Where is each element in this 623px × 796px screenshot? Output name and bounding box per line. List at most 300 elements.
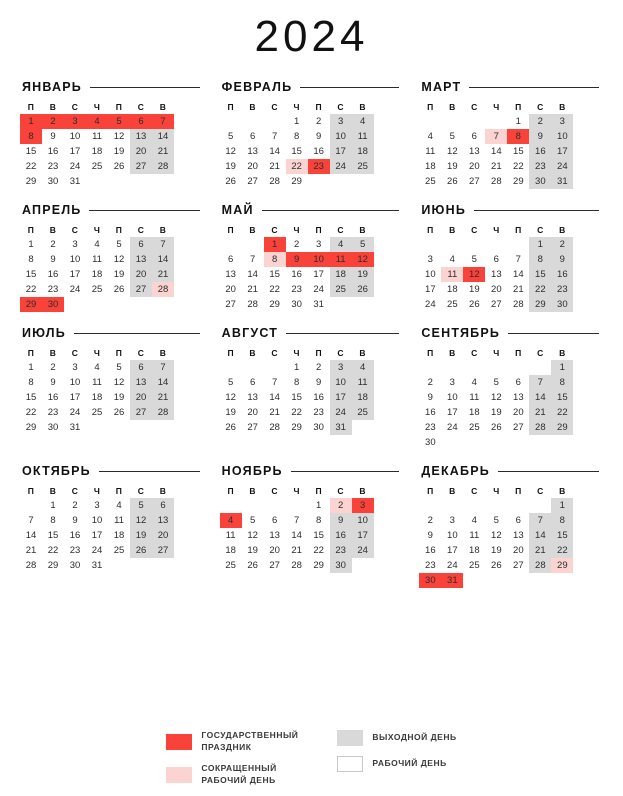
weekday-header: С	[471, 102, 478, 112]
empty-day-cell	[220, 360, 242, 375]
day-cell: 24	[69, 161, 81, 172]
month-header	[218, 326, 406, 340]
day-cell: 14	[152, 252, 174, 267]
day-cell: 31	[551, 174, 573, 189]
empty-day-cell	[441, 360, 463, 375]
weekday-header: С	[537, 102, 544, 112]
day-cell: 2	[330, 498, 352, 513]
month-block	[18, 203, 206, 312]
day-cell: 29	[551, 558, 573, 573]
day-cell: 15	[25, 392, 37, 403]
weekday-header: С	[271, 102, 278, 112]
empty-day-cell	[463, 360, 485, 375]
month-block	[417, 464, 605, 588]
week-row	[419, 129, 573, 144]
day-cell: 4	[449, 254, 455, 265]
months-grid	[18, 80, 605, 588]
day-cell: 5	[493, 377, 499, 388]
day-cell: 15	[269, 269, 280, 280]
week-row	[220, 174, 374, 189]
day-cell: 11	[114, 515, 124, 526]
day-cell: 31	[441, 573, 463, 588]
day-cell: 29	[25, 176, 37, 187]
day-cell: 27	[513, 422, 524, 433]
weekday-header: С	[537, 486, 544, 496]
month-header	[218, 203, 406, 217]
month-calendar-table	[20, 346, 174, 435]
day-cell: 16	[47, 146, 59, 157]
day-cell: 19	[469, 284, 480, 295]
day-cell: 14	[25, 530, 37, 541]
weekday-header: С	[71, 486, 79, 496]
day-cell: 16	[425, 407, 436, 418]
day-cell: 3	[449, 515, 455, 526]
month-block	[218, 203, 406, 312]
week-row	[419, 375, 573, 390]
week-row	[20, 390, 174, 405]
month-header	[18, 464, 206, 478]
week-row	[419, 297, 573, 312]
day-cell: 27	[130, 282, 152, 297]
month-block	[218, 326, 406, 450]
weekday-header: Ч	[293, 486, 300, 496]
day-cell: 23	[308, 159, 330, 174]
weekday-header: П	[115, 102, 123, 112]
day-cell: 19	[352, 267, 374, 282]
weekday-header: С	[337, 348, 344, 358]
day-cell: 14	[269, 392, 280, 403]
empty-day-cell	[220, 498, 242, 513]
day-cell: 30	[425, 437, 436, 448]
day-cell: 18	[352, 144, 374, 159]
day-cell: 18	[113, 530, 125, 541]
day-cell: 16	[291, 269, 302, 280]
day-cell: 14	[529, 390, 551, 405]
day-cell: 20	[130, 390, 152, 405]
week-row	[20, 360, 174, 375]
legend-column-left	[166, 730, 311, 786]
day-cell: 10	[425, 269, 436, 280]
day-cell: 27	[130, 405, 152, 420]
day-cell: 25	[91, 407, 103, 418]
day-cell: 7	[272, 131, 278, 142]
day-cell: 25	[91, 284, 103, 295]
day-cell: 12	[113, 254, 125, 265]
empty-day-cell	[86, 420, 108, 435]
day-cell: 10	[69, 377, 81, 388]
day-cell: 26	[225, 422, 236, 433]
day-cell: 14	[269, 146, 280, 157]
day-cell: 3	[352, 498, 374, 513]
empty-day-cell	[441, 114, 463, 129]
day-cell: 26	[352, 282, 374, 297]
month-calendar-table	[220, 100, 374, 189]
day-cell: 20	[152, 528, 174, 543]
day-cell: 4	[352, 114, 374, 129]
empty-day-cell	[463, 237, 485, 252]
day-cell: 10	[69, 131, 81, 142]
day-cell: 3	[316, 239, 322, 250]
empty-day-cell	[507, 498, 529, 513]
week-row	[20, 528, 174, 543]
week-row	[20, 558, 174, 573]
day-cell: 23	[425, 560, 436, 571]
week-row	[220, 528, 374, 543]
day-cell: 18	[330, 267, 352, 282]
weekday-header: В	[159, 102, 167, 112]
empty-day-cell	[529, 360, 551, 375]
day-cell: 1	[515, 116, 521, 127]
week-row	[419, 282, 573, 297]
month-block	[417, 80, 605, 189]
day-cell: 22	[551, 405, 573, 420]
week-row	[419, 558, 573, 573]
weekday-header: В	[359, 486, 366, 496]
day-cell: 4	[94, 362, 100, 373]
month-rule-divider	[99, 471, 200, 472]
day-cell: 8	[316, 515, 322, 526]
day-cell: 31	[69, 422, 81, 433]
empty-day-cell	[264, 114, 286, 129]
empty-day-cell	[108, 558, 130, 573]
day-cell: 29	[47, 560, 59, 571]
day-cell: 7	[28, 515, 34, 526]
empty-day-cell	[286, 498, 308, 513]
holiday-swatch-icon	[166, 734, 192, 750]
week-row	[220, 252, 374, 267]
month-name: МАЙ	[221, 203, 254, 217]
week-row	[419, 528, 573, 543]
week-row	[419, 435, 573, 450]
day-cell: 15	[551, 528, 573, 543]
month-calendar-table	[419, 346, 573, 450]
day-cell: 1	[264, 237, 286, 252]
day-cell: 14	[529, 528, 551, 543]
day-cell: 13	[152, 513, 174, 528]
day-cell: 9	[316, 131, 322, 142]
week-row	[20, 375, 174, 390]
empty-day-cell	[463, 573, 485, 588]
day-cell: 18	[91, 269, 103, 280]
day-cell: 17	[352, 528, 374, 543]
day-cell: 13	[247, 392, 258, 403]
weekday-header: П	[315, 225, 322, 235]
empty-day-cell	[463, 114, 485, 129]
week-row	[220, 375, 374, 390]
day-cell: 20	[225, 284, 236, 295]
empty-day-cell	[463, 435, 485, 450]
day-cell: 8	[507, 129, 529, 144]
day-cell: 10	[447, 530, 458, 541]
day-cell: 22	[551, 543, 573, 558]
week-row	[220, 513, 374, 528]
day-cell: 17	[447, 407, 458, 418]
day-cell: 22	[513, 161, 524, 172]
day-cell: 16	[313, 146, 324, 157]
day-cell: 20	[247, 407, 258, 418]
weekday-header: Ч	[93, 348, 101, 358]
weekday-header: Ч	[493, 348, 500, 358]
weekday-header: С	[471, 348, 478, 358]
day-cell: 31	[69, 176, 81, 187]
day-cell: 28	[25, 560, 37, 571]
day-cell: 13	[513, 530, 524, 541]
weekday-header: В	[49, 225, 57, 235]
empty-day-cell	[529, 498, 551, 513]
weekday-header: Ч	[293, 102, 300, 112]
day-cell: 10	[352, 513, 374, 528]
day-cell: 27	[247, 422, 258, 433]
day-cell: 27	[247, 176, 258, 187]
day-cell: 21	[513, 284, 524, 295]
empty-day-cell	[64, 297, 86, 312]
day-cell: 5	[228, 377, 234, 388]
day-cell: 27	[130, 159, 152, 174]
day-cell: 28	[529, 558, 551, 573]
day-cell: 16	[425, 545, 436, 556]
month-header	[218, 464, 406, 478]
empty-day-cell	[130, 420, 152, 435]
day-cell: 10	[330, 375, 352, 390]
empty-day-cell	[485, 573, 507, 588]
week-row	[220, 237, 374, 252]
weekday-header: В	[559, 102, 566, 112]
day-cell: 16	[47, 269, 59, 280]
day-cell: 18	[469, 545, 480, 556]
week-row	[20, 144, 174, 159]
weekday-header: П	[315, 102, 322, 112]
day-cell: 18	[469, 407, 480, 418]
day-cell: 18	[91, 146, 103, 157]
empty-day-cell	[108, 297, 130, 312]
day-cell: 6	[493, 254, 499, 265]
weekday-header: С	[337, 225, 344, 235]
empty-day-cell	[20, 498, 42, 513]
day-cell: 26	[469, 299, 480, 310]
weekday-header: С	[537, 348, 544, 358]
weekday-header: С	[271, 348, 278, 358]
week-row	[419, 114, 573, 129]
day-cell: 31	[313, 299, 324, 310]
day-cell: 21	[247, 284, 258, 295]
empty-day-cell	[330, 297, 352, 312]
empty-day-cell	[352, 174, 374, 189]
day-cell: 15	[551, 390, 573, 405]
day-cell: 14	[491, 146, 502, 157]
day-cell: 21	[529, 405, 551, 420]
day-cell: 19	[113, 269, 125, 280]
weekday-header: П	[427, 225, 434, 235]
day-cell: 13	[247, 146, 258, 157]
day-cell: 1	[20, 114, 42, 129]
day-cell: 21	[529, 543, 551, 558]
weekday-header: П	[427, 348, 434, 358]
day-cell: 19	[113, 146, 125, 157]
month-rule-divider	[498, 471, 599, 472]
empty-day-cell	[485, 360, 507, 375]
day-cell: 1	[551, 498, 573, 513]
month-header	[417, 203, 605, 217]
day-cell: 3	[449, 377, 455, 388]
day-cell: 22	[25, 161, 37, 172]
weekday-header: В	[359, 225, 366, 235]
day-cell: 7	[272, 377, 278, 388]
week-row	[20, 252, 174, 267]
day-cell: 21	[25, 545, 37, 556]
day-cell: 10	[551, 129, 573, 144]
day-cell: 8	[20, 129, 42, 144]
day-cell: 3	[330, 114, 352, 129]
day-cell: 10	[69, 254, 81, 265]
weekday-header: В	[159, 486, 167, 496]
weekday-header: В	[249, 102, 256, 112]
day-cell: 2	[72, 500, 78, 511]
day-cell: 24	[447, 560, 458, 571]
day-cell: 4	[427, 131, 433, 142]
month-header	[18, 326, 206, 340]
month-calendar-table	[220, 346, 374, 435]
weekday-header: П	[315, 348, 322, 358]
month-calendar-table	[220, 223, 374, 312]
day-cell: 12	[491, 530, 502, 541]
day-cell: 15	[513, 146, 524, 157]
weekday-header: В	[559, 225, 566, 235]
day-cell: 15	[291, 146, 302, 157]
day-cell: 4	[116, 500, 122, 511]
day-cell: 26	[491, 422, 502, 433]
day-cell: 4	[471, 377, 477, 388]
week-row	[419, 360, 573, 375]
week-row	[419, 252, 573, 267]
day-cell: 11	[330, 252, 352, 267]
day-cell: 26	[113, 407, 125, 418]
empty-day-cell	[441, 237, 463, 252]
weekday-header: П	[427, 486, 434, 496]
day-cell: 3	[427, 254, 433, 265]
day-cell: 29	[551, 420, 573, 435]
day-cell: 25	[469, 422, 480, 433]
day-cell: 28	[491, 176, 502, 187]
day-cell: 12	[113, 131, 125, 142]
day-cell: 17	[69, 269, 81, 280]
day-cell: 23	[291, 284, 302, 295]
month-name: АПРЕЛЬ	[22, 203, 82, 217]
day-cell: 5	[130, 498, 152, 513]
day-cell: 29	[25, 422, 37, 433]
day-cell: 9	[427, 530, 433, 541]
day-cell: 2	[316, 362, 322, 373]
month-rule-divider	[74, 333, 200, 334]
day-cell: 4	[471, 515, 477, 526]
day-cell: 13	[513, 392, 524, 403]
weekday-header: Ч	[93, 486, 101, 496]
day-cell: 7	[485, 129, 507, 144]
week-row	[220, 498, 374, 513]
day-cell: 1	[50, 500, 56, 511]
weekday-header: П	[27, 102, 35, 112]
day-cell: 11	[92, 377, 102, 388]
empty-day-cell	[441, 498, 463, 513]
day-cell: 14	[291, 530, 302, 541]
week-row	[20, 513, 174, 528]
day-cell: 9	[551, 252, 573, 267]
day-cell: 30	[42, 297, 64, 312]
day-cell: 31	[91, 560, 103, 571]
day-cell: 2	[529, 114, 551, 129]
weekday-header: В	[559, 486, 566, 496]
day-cell: 6	[152, 498, 174, 513]
week-row	[20, 267, 174, 282]
month-calendar-table	[419, 484, 573, 588]
day-cell: 9	[50, 377, 56, 388]
day-cell: 6	[250, 131, 256, 142]
day-cell: 19	[247, 545, 258, 556]
day-cell: 21	[152, 267, 174, 282]
day-cell: 12	[225, 392, 236, 403]
day-cell: 29	[513, 176, 524, 187]
day-cell: 11	[352, 375, 374, 390]
day-cell: 26	[225, 176, 236, 187]
day-cell: 9	[316, 377, 322, 388]
month-header	[18, 203, 206, 217]
week-row	[20, 405, 174, 420]
month-name: ДЕКАБРЬ	[421, 464, 490, 478]
day-cell: 25	[352, 159, 374, 174]
day-cell: 21	[152, 144, 174, 159]
day-cell: 13	[225, 269, 236, 280]
empty-day-cell	[529, 435, 551, 450]
empty-day-cell	[463, 498, 485, 513]
weekday-header: В	[449, 348, 456, 358]
month-block	[417, 326, 605, 450]
day-cell: 13	[469, 146, 480, 157]
day-cell: 11	[469, 392, 480, 403]
day-cell: 30	[69, 560, 81, 571]
legend-label-short: СОКРАЩЕННЫЙ РАБОЧИЙ ДЕНЬ	[201, 763, 277, 785]
weekday-header: П	[27, 486, 35, 496]
day-cell: 26	[113, 284, 125, 295]
day-cell: 19	[491, 545, 502, 556]
day-cell: 23	[330, 543, 352, 558]
empty-day-cell	[130, 558, 152, 573]
weekday-header: В	[159, 225, 167, 235]
day-cell: 16	[330, 528, 352, 543]
day-cell: 9	[427, 392, 433, 403]
day-cell: 20	[469, 161, 480, 172]
day-cell: 25	[425, 176, 436, 187]
day-cell: 6	[130, 114, 152, 129]
day-cell: 17	[425, 284, 436, 295]
week-row	[220, 543, 374, 558]
month-calendar-table	[419, 223, 573, 312]
legend-item-workday	[337, 756, 456, 772]
weekday-header: С	[137, 348, 145, 358]
day-cell: 17	[330, 144, 352, 159]
day-cell: 20	[513, 407, 524, 418]
weekday-header: С	[137, 225, 145, 235]
day-cell: 17	[69, 392, 81, 403]
month-block	[218, 464, 406, 588]
week-row	[419, 543, 573, 558]
day-cell: 24	[551, 159, 573, 174]
week-row	[20, 174, 174, 189]
week-row	[20, 498, 174, 513]
day-cell: 23	[69, 545, 81, 556]
day-cell: 6	[272, 515, 278, 526]
day-cell: 10	[330, 129, 352, 144]
day-cell: 2	[427, 377, 433, 388]
day-cell: 8	[294, 131, 300, 142]
